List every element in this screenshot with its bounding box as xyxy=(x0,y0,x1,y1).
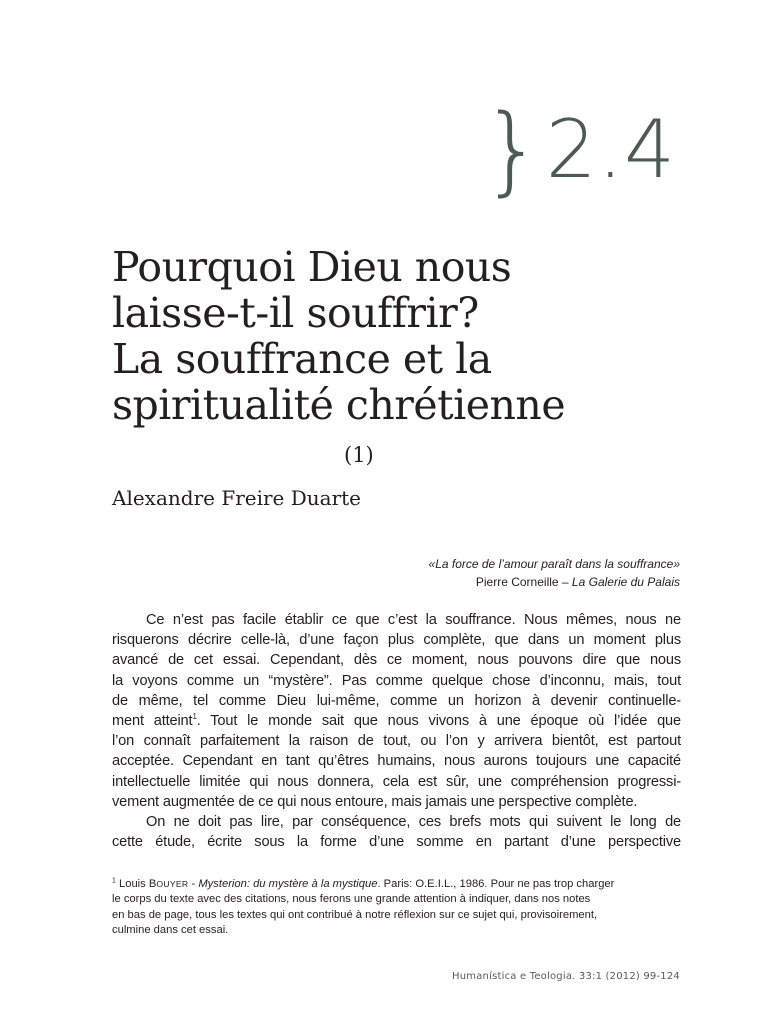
body-line-end: . Tout le monde sait que nous vivons à une époque où l’idée que xyxy=(196,713,681,730)
footnote-reference[interactable]: 1 xyxy=(192,712,197,722)
footnote-line: culmine dans cet essai. xyxy=(112,924,229,937)
footnote-marker: 1 xyxy=(112,877,116,885)
body-line: la voyons comme un “mystère”. Pas comme quelque chose d’inconnu, mais, tout xyxy=(112,672,681,689)
part-number: (1) xyxy=(344,443,374,467)
body-line: On ne doit pas lire, par conséquence, ces brefs mots qui suivent le long de xyxy=(146,814,681,831)
body-line: de même, tel comme Dieu lui-même, comme un horizon à devenir continuelle- xyxy=(112,692,681,709)
body-text xyxy=(112,610,681,852)
body-line: Ce n’est pas facile établir ce que c’est la souffrance. Nous mêmes, nous ne xyxy=(146,612,681,628)
body-line: vement augmentée de ce qui nous entoure, mais jamais une perspective complète. xyxy=(112,793,638,810)
body-line: l’on connaît parfaitement la raison de tout, ou l’on y arrivera bientôt, est partout xyxy=(112,733,681,750)
epigraph-quote: «La force de l’amour paraît dans la souffrance» xyxy=(428,557,680,571)
epigraph xyxy=(429,555,680,591)
footnote-line: le corps du texte avec des citations, nous ferons une grande attention à indiquer, dans nos notes xyxy=(112,893,591,906)
body-line: cette étude, écrite sous la forme d’une somme en partant d’une perspective xyxy=(112,834,681,851)
footnote-line: en bas de page, tous les textes qui ont contribué à notre réflexion sur ce sujet qui, provisoirement, xyxy=(112,908,598,921)
chapter-brace: } xyxy=(481,94,544,206)
body-line: avancé de cet essai. Cependant, dès ce moment, nous pouvons dire que nous xyxy=(112,652,681,669)
body-line-start: ment atteint xyxy=(112,713,193,730)
footnote-dash: - xyxy=(188,878,199,890)
footnote-author-rest: OUYER xyxy=(156,879,189,889)
author-name: Alexandre Freire Duarte xyxy=(112,486,362,510)
footnote-book-title: Mysterion: du mystère à la mystique xyxy=(198,878,378,890)
footnote-author-initial: B xyxy=(148,878,157,890)
footnote-author-first: Louis xyxy=(115,878,149,890)
article-title xyxy=(112,244,712,428)
body-line: intellectuelle limitée qui nous donnera, cela est sûr, une compréhension progressi- xyxy=(112,773,681,790)
footnote-line xyxy=(112,877,682,892)
chapter-number xyxy=(481,94,676,206)
chapter-number-text: 2.4 xyxy=(545,103,676,196)
footnote-publication: . Paris: O.E.I.L., 1986. Pour ne pas trop charger xyxy=(377,878,615,890)
title-line: Pourquoi Dieu nous xyxy=(112,243,512,291)
footnote xyxy=(112,877,682,939)
epigraph-author: Pierre Corneille – xyxy=(475,575,572,589)
body-line: risquerons décrire celle-là, d’une façon plus complète, que dans un moment plus xyxy=(112,632,681,649)
title-line: spiritualité chrétienne xyxy=(112,381,566,429)
body-line xyxy=(112,711,681,731)
epigraph-attribution xyxy=(429,573,680,591)
running-footer: Humanística e Teologia. 33:1 (2012) 99-124 xyxy=(452,971,680,982)
title-line: laisse-t-il souffrir? xyxy=(112,289,479,337)
title-line: La souffrance et la xyxy=(112,335,492,383)
body-line: acceptée. Cependant en tant qu’êtres humains, nous aurons toujours une capacité xyxy=(112,753,681,770)
epigraph-work: La Galerie du Palais xyxy=(571,575,680,589)
